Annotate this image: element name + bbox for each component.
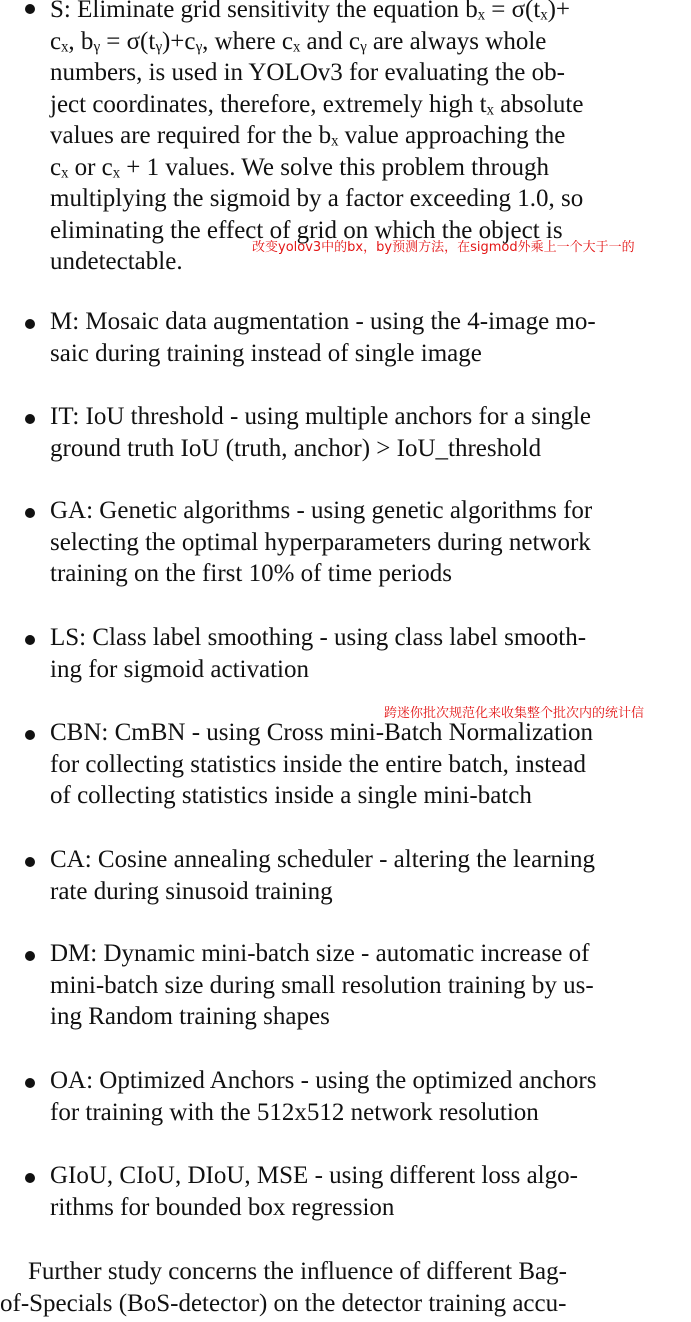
bullet-icon [25,857,35,867]
bullet-icon [25,1078,35,1088]
list-item-text: GA: Genetic algorithms - using genetic algorithms for selecting the optimal hyperparameters during network training on the first 10% of time periods [50,497,593,587]
list-item-text: CA: Cosine annealing scheduler - altering the learning rate during sinusoid training [50,846,595,905]
list-item-text: OA: Optimized Anchors - using the optimized anchors for training with the 512x512 network resolution [50,1067,597,1126]
bullet-icon [25,951,35,961]
list-item-text: IT: IoU threshold - using multiple anchors for a single ground truth IoU (truth, anchor) > IoU_threshold [50,403,592,462]
bullet-icon [25,730,35,740]
bullet-icon [25,1173,35,1183]
list-item-text: M: Mosaic data augmentation - using the 4-image mo- saic during training instead of single image [50,308,596,367]
handwritten-annotation-grid-sensitivity: 改变yolov3中的bx，by预测方法，在sigmod外乘上一个大于一的 [252,240,635,255]
list-item-text: DM: Dynamic mini-batch size - automatic increase of mini-batch size during small resolution training by us- ing Random training shapes [50,940,594,1030]
list-item-text: LS: Class label smoothing - using class label smooth- ing for sigmoid activation [50,624,587,683]
handwritten-annotation-cmbn: 跨迷你批次规范化来收集整个批次内的统计信 [384,706,645,721]
bullet-icon [25,319,35,329]
body-paragraph: Further study concerns the influence of different Bag- of-Specials (BoS-detector) on the detector training accu- [0,1258,567,1317]
bullet-icon [25,4,35,14]
list-item-text: GIoU, CIoU, DIoU, MSE - using different loss algo- rithms for bounded box regression [50,1162,578,1221]
bullet-icon [25,414,35,424]
bullet-icon [25,635,35,645]
list-item-text: S: Eliminate grid sensitivity the equation bₓ = σ(tₓ)+ cₓ, bᵧ = σ(tᵧ)+cᵧ, where cₓ and cᵧ are always whole numbers, is used in YOLOv3 for evaluating the ob- ject coordinates, therefore, extremely high tₓ absolute values are required for the bₓ value approaching the cₓ or cₓ + 1 values. We solve this problem through multiplying the sigmoid by a factor exceeding 1.0, so eliminating the effect of grid on which the object is undetectable. [50,0,584,275]
list-item-text: CBN: CmBN - using Cross mini-Batch Normalization for collecting statistics inside the entire batch, instead of collecting statistics inside a single mini-batch [50,719,594,809]
bullet-icon [25,508,35,518]
